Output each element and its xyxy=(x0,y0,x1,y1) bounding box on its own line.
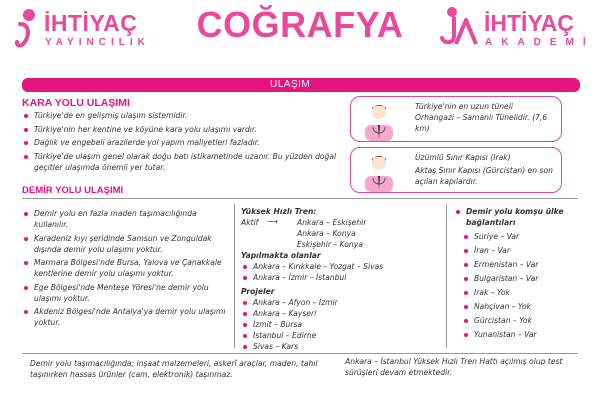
arrow-icon: ⟶ xyxy=(267,217,278,226)
komsu-block xyxy=(454,206,589,343)
hizli-tren-heading: Yüksek Hızlı Tren: xyxy=(241,207,317,216)
komsu-list xyxy=(454,231,589,340)
list-item: Ankara – Kırıkkale – Yozgat – Sivas xyxy=(241,261,441,272)
footer-right-note: Ankara – İstanbul Yüksek Hızlı Tren Hattı açılmış olup test sürüşleri devam etmektedir. xyxy=(345,357,563,377)
list-item: Irak – Yok xyxy=(462,287,589,298)
card-line: Üzümlü Sınır Kapısı (Irak) xyxy=(415,153,511,162)
list-item: Demir yolu en fazla maden taşımacılığında kullanılır. xyxy=(22,208,227,230)
banner-label: ULAŞIM xyxy=(270,79,311,90)
logo-subtitle: AKADEMİ xyxy=(485,37,595,48)
list-item: Suriye – Var xyxy=(462,231,589,242)
list-item: Sivas – Kars xyxy=(241,341,441,352)
list-item: Nahçivan – Yok xyxy=(462,301,589,312)
card-text: Türkiye'nin en uzun tüneli Orhangazi – Samanlı Tünelidir. (7,6 km) xyxy=(415,102,548,133)
under-construction-heading: Yapılmakta olanlar xyxy=(241,251,321,260)
divider xyxy=(22,198,578,199)
list-item: İran – Var xyxy=(462,245,589,256)
demir-yolu-heading: DEMİR YOLU ULAŞIMI xyxy=(22,185,124,196)
projects-heading: Projeler xyxy=(241,287,275,296)
list-item: Ankara – İzmir – İstanbul xyxy=(241,272,441,283)
active-line: Ankara – Eskişehir xyxy=(297,218,367,227)
list-item: Ermenistan – Var xyxy=(462,259,589,270)
kara-yolu-list xyxy=(22,110,352,175)
column-divider xyxy=(234,204,235,348)
list-item: Gürcistan – Yok xyxy=(462,315,589,326)
ihtiyac-akademi-logo xyxy=(438,6,598,52)
list-item: Ankara – Afyon – İzmir xyxy=(241,297,441,308)
card-text xyxy=(415,152,553,187)
logo-brand: İHTİYAÇ xyxy=(44,10,138,36)
list-item: İstanbul – Edirne xyxy=(241,330,441,341)
divider xyxy=(22,353,578,354)
kara-yolu-heading: KARA YOLU ULAŞIMI xyxy=(22,97,130,109)
list-item: Ege Bölgesi'nde Menteşe Yöresi'ne demir yolu ulaşımı yoktur. xyxy=(22,282,227,304)
page-title: COĞRAFYA xyxy=(196,4,404,45)
hizli-tren-block xyxy=(241,206,441,352)
footer-left-note: Demir yolu taşımacılığında; inşaat malzemeleri, askerî araçlar, maden, tahıl taşınırken hassas ürünler (cam, elektronik) taşınmaz. xyxy=(30,359,318,379)
projects-list xyxy=(241,297,441,352)
list-item: Yunanistan – Var xyxy=(462,329,589,340)
komsu-heading: Demir yolu komşu ülke bağlantıları xyxy=(454,206,589,228)
doctor-icon xyxy=(359,99,399,141)
komsu-heading-list xyxy=(454,206,589,228)
logo-brand: İHTİYAÇ xyxy=(484,10,574,36)
list-item: İzmit – Bursa xyxy=(241,319,441,330)
list-item: Karadeniz kıyı şeridinde Samsun ve Zonguldak dışında demir yolu ulaşımı yoktur. xyxy=(22,233,227,255)
list-item: Dağlık ve engebeli arazilerde yol yapım maliyetleri fazladır. xyxy=(22,137,352,148)
doctor-icon xyxy=(359,150,399,192)
ihtiyac-yayincilik-logo xyxy=(14,8,154,54)
list-item: Akdeniz Bölgesi'nde Antalya'ya demir yolu ulaşımı yoktur. xyxy=(22,306,227,328)
column-divider xyxy=(446,204,447,348)
list-item: Marmara Bölgesi'nde Bursa, Yalova ve Çanakkale kentlerine demir yolu ulaşımı yoktur. xyxy=(22,257,227,279)
section-banner xyxy=(22,78,580,92)
logo-figure-icon xyxy=(14,8,40,50)
active-line: Eskişehir – Konya xyxy=(297,240,363,249)
list-item: Türkiye'de en gelişmiş ulaşım sistemidir. xyxy=(22,110,352,121)
list-item: Ankara – Kayseri xyxy=(241,308,441,319)
card-line: Aktaş Sınır Kapısı (Gürcistan) en son açılan kapılardır. xyxy=(415,166,553,186)
logo-figure-icon xyxy=(438,6,480,48)
under-construction-list xyxy=(241,261,441,283)
active-line: Ankara – Konya xyxy=(297,229,356,238)
info-card-border-gates xyxy=(350,147,562,193)
demir-yolu-list xyxy=(22,208,227,331)
active-label: Aktif xyxy=(241,218,259,227)
list-item: Bulgaristan – Var xyxy=(462,273,589,284)
list-item: Türkiye'nin her kentine ve köyüne kara yolu ulaşımı vardır. xyxy=(22,124,352,135)
list-item: Türkiye'de ulaşım genel olarak doğu batı istikametinde uzanır. Bu yüzden doğal geçitler ulaşımda önemli yer tutar. xyxy=(22,151,352,173)
info-card-tunnel xyxy=(350,96,562,142)
logo-subtitle: YAYINCILIK xyxy=(45,37,150,48)
